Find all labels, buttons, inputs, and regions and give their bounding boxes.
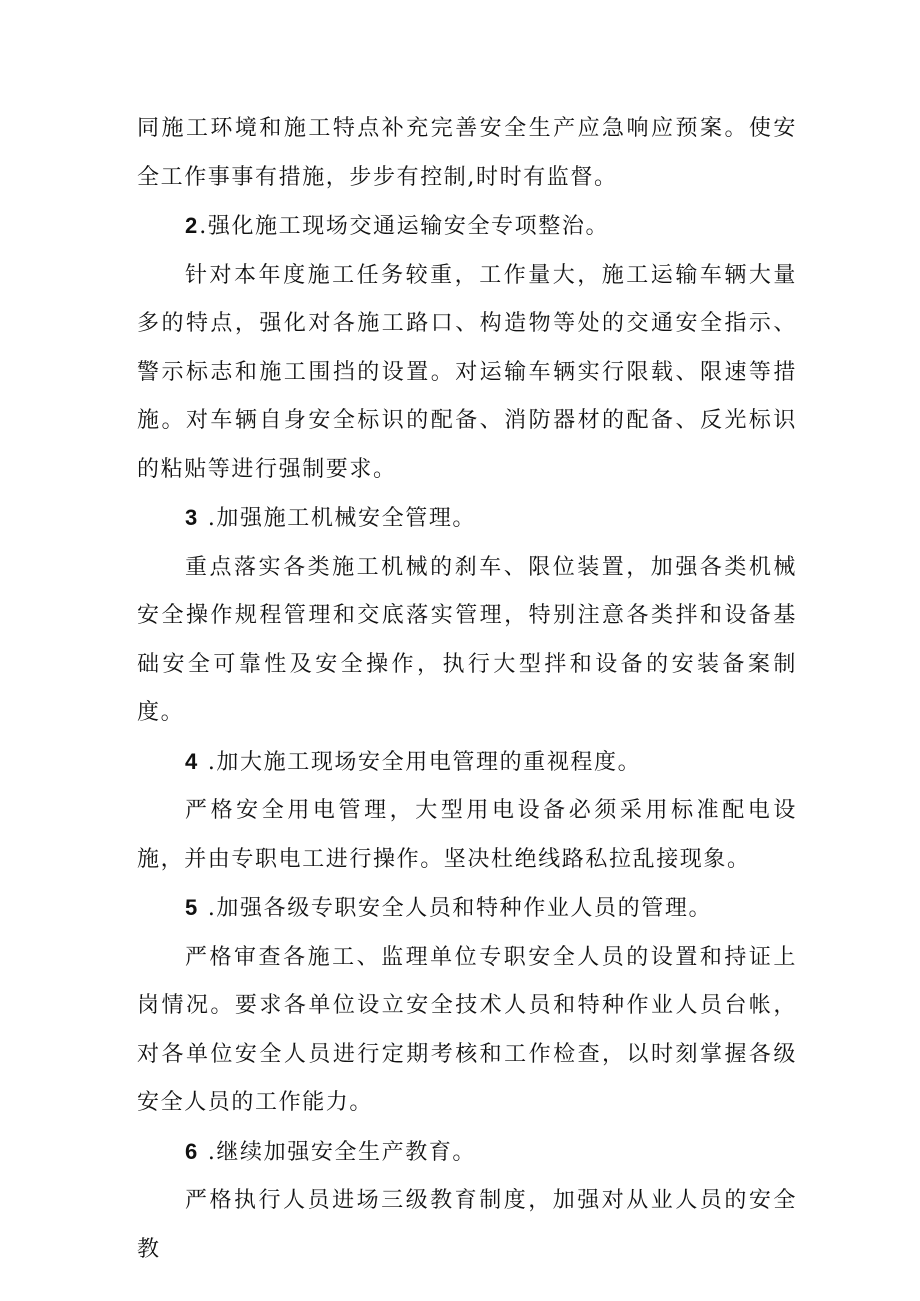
- paragraph-continuation: 同施工环境和施工特点补充完善安全生产应急响应预案。使安全工作事事有措施，步步有控制,时时有监督。: [137, 116, 797, 190]
- section-heading-text: .加大施工现场安全用电管理的重视程度。: [199, 749, 642, 775]
- section-number: 3: [185, 505, 198, 530]
- paragraph-personnel-management: 严格审查各施工、监理单位专职安全人员的设置和持证上岗情况。要求各单位设立安全技术人员和特种作业人员台帐，对各单位安全人员进行定期考核和工作检查，以时刻掌握各级安全人员的工作能力。: [137, 944, 797, 1115]
- section-heading-6: [137, 1128, 797, 1178]
- section-number: 5: [185, 895, 198, 920]
- document-body: [137, 105, 797, 1274]
- section-heading-3: [137, 494, 797, 544]
- section-number: 2: [185, 213, 198, 238]
- section-heading-2: [137, 202, 797, 252]
- section-heading-text: .加强各级专职安全人员和特种作业人员的管理。: [199, 896, 713, 921]
- section-heading-text: .加强施工机械安全管理。: [199, 506, 477, 531]
- section-heading-5: [137, 884, 797, 934]
- paragraph-traffic-safety: 针对本年度施工任务较重，工作量大，施工运输车辆大量多的特点，强化对各施工路口、构造物等处的交通安全指示、警示标志和施工围挡的设置。对运输车辆实行限载、限速等措施。对车辆自身安全标识的配备、消防器材的配备、反光标识的粘贴等进行强制要求。: [137, 262, 797, 482]
- section-heading-4: [137, 738, 797, 788]
- paragraph-electrical-safety: 严格安全用电管理，大型用电设备必须采用标准配电设施，并由专职电工进行操作。坚决杜绝线路私拉乱接现象。: [137, 798, 797, 872]
- paragraph-machinery-safety: 重点落实各类施工机械的刹车、限位装置，加强各类机械安全操作规程管理和交底落实管理，特别注意各类拌和设备基础安全可靠性及安全操作，执行大型拌和设备的安装备案制度。: [137, 554, 797, 725]
- section-number: 6: [185, 1138, 198, 1164]
- section-number: 4: [185, 748, 198, 774]
- paragraph-safety-education: 严格执行人员进场三级教育制度，加强对从业人员的安全教: [137, 1188, 797, 1262]
- section-heading-text: .继续加强安全生产教育。: [199, 1139, 477, 1165]
- section-heading-text: .强化施工现场交通运输安全专项整治。: [199, 214, 610, 239]
